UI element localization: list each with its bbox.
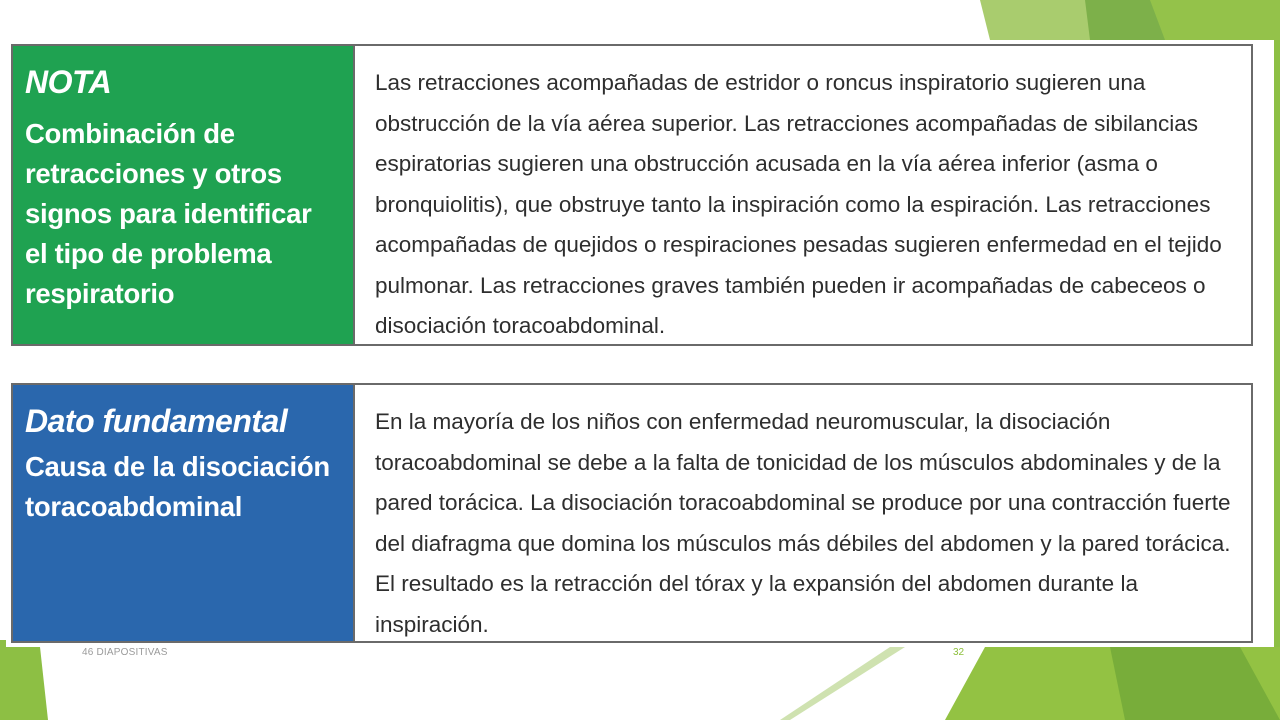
key-fact-panel xyxy=(11,383,1253,643)
note-body: Las retracciones acompañadas de estridor o roncus inspiratorio sugieren una obstrucción de la vía aérea superior. Las retracciones acompañadas de sibilancias espiratorias sugieren una obstrucción acusada en la vía aérea inferior (asma o bronquiolitis), que obstruye tanto la inspiración como la espiración. Las retracciones acompañadas de quejidos o respiraciones pesadas sugieren enfermedad en el tejido pulmonar. Las retracciones graves también pueden ir acompañadas de cabeceos o disociación toracoabdominal. xyxy=(375,70,1222,338)
footer-slide-count: 46 DIAPOSITIVAS xyxy=(82,647,168,658)
footer-page-number: 32 xyxy=(953,647,965,658)
note-label-column xyxy=(13,46,355,344)
key-fact-heading: Causa de la disociación toracoabdominal xyxy=(25,451,330,522)
slide-content-image xyxy=(6,40,1274,647)
key-fact-label: Dato fundamental xyxy=(25,403,288,439)
note-label: NOTA xyxy=(25,64,112,100)
key-fact-body: En la mayoría de los niños con enfermedad neuromuscular, la disociación toracoabdominal se debe a la falta de tonicidad de los músculos abdominales y de la pared torácica. La disociación toracoabdominal se produce por una contracción fuerte del diafragma que domina los músculos más débiles del abdomen y la pared torácica. El resultado es la retracción del tórax y la expansión del abdomen durante la inspiración. xyxy=(375,409,1231,637)
key-fact-label-column xyxy=(13,385,355,641)
note-panel xyxy=(11,44,1253,346)
note-heading: Combinación de retracciones y otros signos para identificar el tipo de problema respiratorio xyxy=(25,118,312,309)
